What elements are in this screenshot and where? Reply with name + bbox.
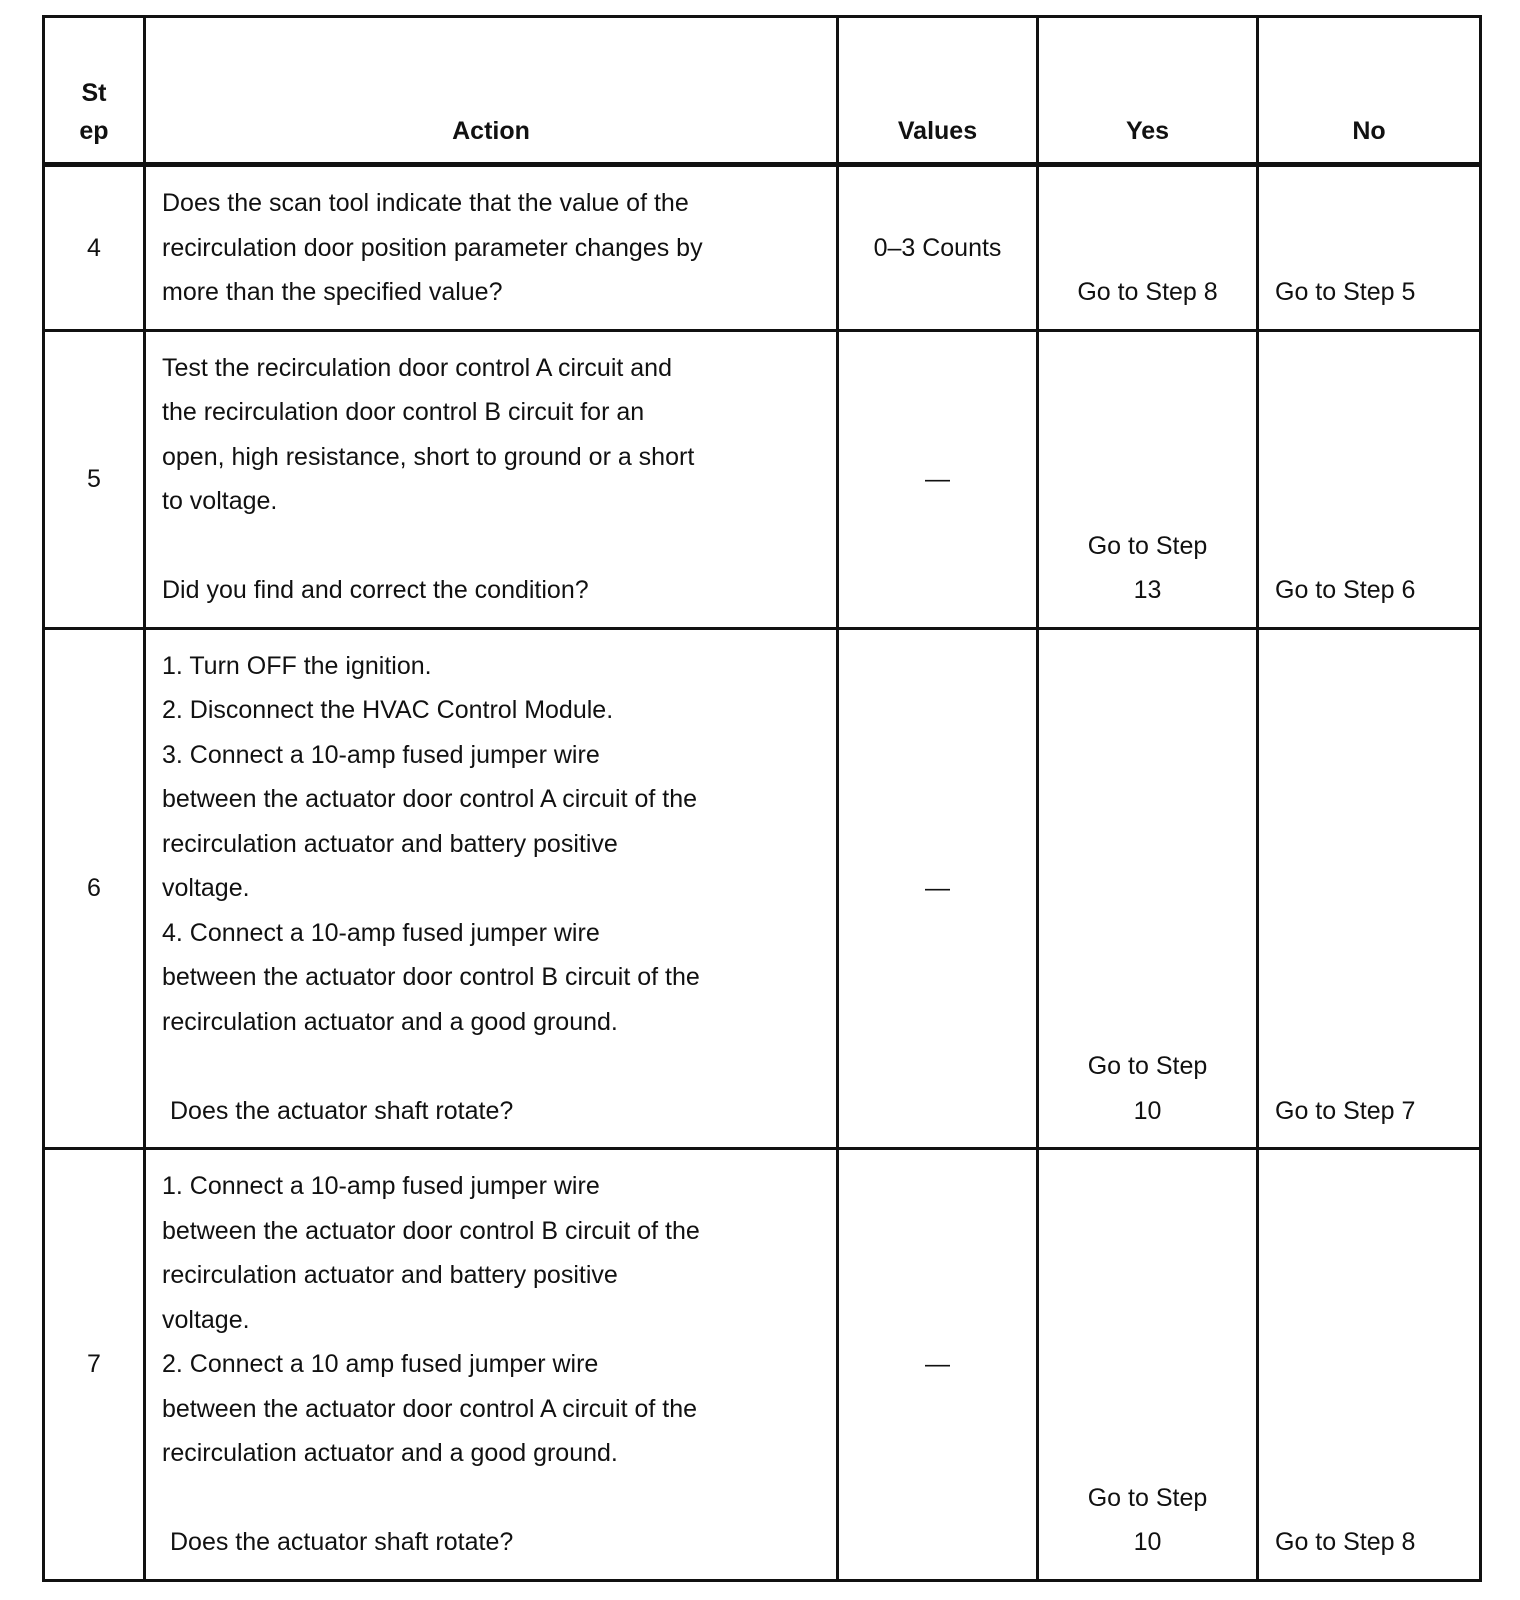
value-cell: — <box>838 1149 1038 1581</box>
header-step-line1: St <box>81 79 107 107</box>
action-line: 1. Connect a 10-amp fused jumper wire <box>162 1172 600 1200</box>
action-line: Does the scan tool indicate that the value of the <box>162 189 689 217</box>
header-action: Action <box>145 17 838 165</box>
action-line: recirculation actuator and battery positive <box>162 829 618 858</box>
no-cell: Go to Step 6 <box>1258 330 1481 628</box>
yes-line: Go to Step 8 <box>1077 278 1218 306</box>
action-line: recirculation door position parameter changes by <box>162 233 703 262</box>
yes-cell <box>1038 628 1258 1149</box>
value-cell: — <box>838 330 1038 628</box>
yes-line: 10 <box>1133 1096 1162 1125</box>
action-line: 2. Connect a 10 amp fused jumper wire <box>162 1350 599 1378</box>
header-step <box>44 17 145 165</box>
header-no: No <box>1258 17 1481 165</box>
action-line: between the actuator door control B circuit of the <box>162 1216 700 1245</box>
action-line: recirculation actuator and a good ground. <box>162 1439 618 1467</box>
yes-line: 10 <box>1133 1528 1162 1556</box>
yes-line: Go to Step <box>1087 1483 1208 1512</box>
yes-line: 13 <box>1133 576 1162 604</box>
header-step-line2: ep <box>79 117 109 145</box>
action-line: recirculation actuator and a good ground. <box>162 1007 618 1036</box>
action-cell <box>145 330 838 628</box>
action-cell <box>145 165 838 331</box>
action-question: Did you find and correct the condition? <box>162 576 589 604</box>
action-line: between the actuator door control A circuit of the <box>162 785 698 813</box>
value-cell: 0–3 Counts <box>838 165 1038 331</box>
step-number: 5 <box>44 330 145 628</box>
action-cell <box>145 628 838 1149</box>
diagnostic-table <box>42 15 1482 1582</box>
action-line: 3. Connect a 10-amp fused jumper wire <box>162 740 600 769</box>
action-question: Does the actuator shaft rotate? <box>170 1528 514 1556</box>
step-number: 6 <box>44 628 145 1149</box>
yes-cell <box>1038 330 1258 628</box>
action-line: recirculation actuator and battery positive <box>162 1261 618 1289</box>
no-cell: Go to Step 5 <box>1258 165 1481 331</box>
no-cell: Go to Step 7 <box>1258 628 1481 1149</box>
table-row <box>44 165 1481 331</box>
value-cell: — <box>838 628 1038 1149</box>
action-line: more than the specified value? <box>162 278 503 306</box>
header-yes: Yes <box>1038 17 1258 165</box>
action-line: voltage. <box>162 1305 250 1334</box>
action-line: 2. Disconnect the HVAC Control Module. <box>162 696 614 724</box>
yes-cell <box>1038 1149 1258 1581</box>
action-line: the recirculation door control B circuit for an <box>162 398 645 426</box>
action-line: between the actuator door control B circuit of the <box>162 963 700 991</box>
step-number: 4 <box>44 165 145 331</box>
yes-cell <box>1038 165 1258 331</box>
action-line: voltage. <box>162 874 250 902</box>
step-number: 7 <box>44 1149 145 1581</box>
spacer <box>162 524 826 569</box>
table-row <box>44 330 1481 628</box>
header-row <box>44 17 1481 165</box>
action-cell <box>145 1149 838 1581</box>
action-line: 1. Turn OFF the ignition. <box>162 651 432 680</box>
action-line: to voltage. <box>162 487 278 515</box>
spacer <box>162 1476 826 1521</box>
action-line: open, high resistance, short to ground or a short <box>162 442 695 471</box>
action-line: Test the recirculation door control A circuit and <box>162 353 672 382</box>
header-values: Values <box>838 17 1038 165</box>
action-line: between the actuator door control A circuit of the <box>162 1394 698 1423</box>
yes-line: Go to Step <box>1087 1052 1208 1080</box>
action-question: Does the actuator shaft rotate? <box>170 1096 514 1125</box>
spacer <box>162 1044 826 1089</box>
table-row <box>44 1149 1481 1581</box>
action-line: 4. Connect a 10-amp fused jumper wire <box>162 918 600 947</box>
table-row <box>44 628 1481 1149</box>
yes-line: Go to Step <box>1087 531 1208 560</box>
no-cell: Go to Step 8 <box>1258 1149 1481 1581</box>
